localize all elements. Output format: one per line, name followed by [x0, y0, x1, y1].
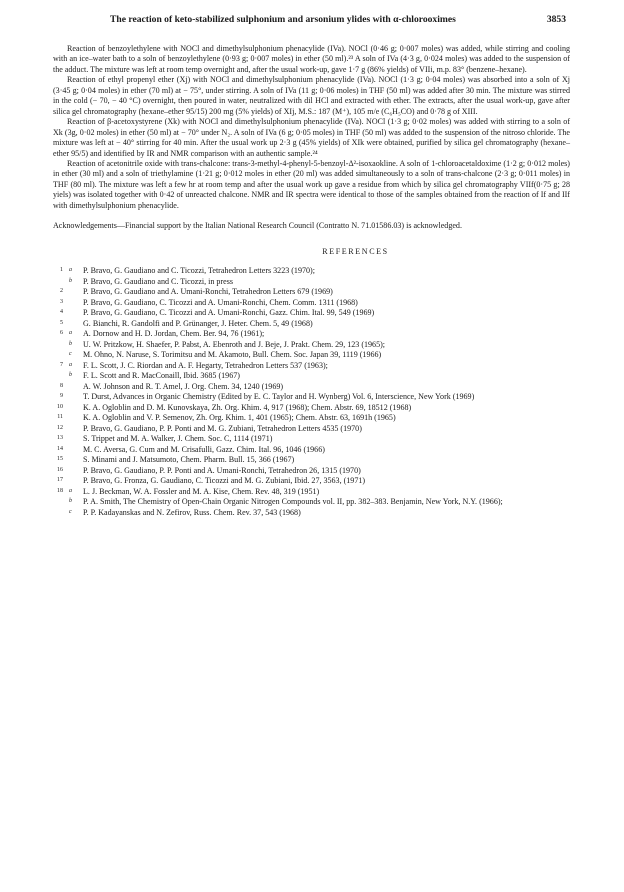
- reference-item: [53, 266, 570, 277]
- procedure-paragraph: Reaction of ethyl propenyl ether (Xj) with NOCl and dimethylsulphonium phenacylide (IVa). NOCl (1·3 g; 0·04 moles) was absorbed into a soln of Xj (3·45 g; 0·04 moles) in ether (70 ml) at − 75°, under stirring. A soln of IVa (11 g; 0·06 moles) in THF (50 ml) was added after 30 min. The mixture was stirred in the cold (− 70, − 40 °C) overnight, then poured in water, neutralized with dil HCl and extracted with ether. The extracts, after the usual work-up, gave after silica gel chromatography (hexane–ether 95/15) 200 mg (5% yields) of XIj, M.S.: 187 (M⁺), 105 m/e (C₆H₅CO) and 0·78 g of XIII.: [53, 75, 570, 116]
- reference-text: S. Trippet and M. A. Walker, J. Chem. Soc. C, 1114 (1971): [83, 434, 273, 444]
- reference-text: L. J. Beckman, W. A. Fossler and M. A. Kise, Chem. Rev. 48, 319 (1951): [83, 486, 320, 496]
- reference-number: 11: [57, 414, 63, 421]
- reference-item: [53, 434, 570, 445]
- reference-number: 2: [60, 288, 63, 295]
- reference-number: 15: [57, 456, 63, 463]
- running-header: [110, 14, 566, 28]
- reference-text: G. Bianchi, R. Gandolfi and P. Grünanger, J. Heter. Chem. 5, 49 (1968): [83, 318, 313, 328]
- reference-item: [53, 361, 570, 372]
- reference-number: 14: [57, 445, 63, 452]
- reference-item: [53, 287, 570, 298]
- reference-text: M. Ohno, N. Naruse, S. Torimitsu and M. Akamoto, Bull. Chem. Soc. Japan 39, 1119 (1966): [83, 350, 382, 360]
- reference-number: 8: [60, 382, 63, 389]
- reference-item: [53, 308, 570, 319]
- reference-text: U. W. Pritzkow, H. Shaefer, P. Pabst, A. Ebenroth and J. Beje, J. Prakt. Chem. 29, 123 (1965);: [83, 339, 386, 349]
- reference-item: [53, 350, 570, 361]
- procedure-paragraph: Reaction of β-acetoxystyrene (Xk) with NOCl and dimethylsulphonium phenacylide (IVa). NOCl (1·3 g; 0·02 moles) was added with stirring to a soln of Xk (3g, 0·02 moles) in ether (50 ml) at − 70° under N₂. A soln of IVa (6 g; 0·05 moles) in THF (50 ml) was added to the suspension of the nitroso chloride. The mixture was left at − 40° stirring for 40 min. After the usual work up 2·3 g (45% yields) of XIk were obtained, purified by silica gel chromatography (hexane–ether 95/5) and identified by IR and NMR comparison with an authentic sample.²⁴: [53, 117, 570, 158]
- reference-sublabel: b: [69, 340, 72, 347]
- reference-number: 12: [57, 424, 63, 431]
- reference-text: S. Minami and J. Matsumoto, Chem. Pharm. Bull. 15, 366 (1967): [83, 455, 295, 465]
- reference-item: [53, 466, 570, 477]
- reference-sublabel: a: [69, 361, 72, 368]
- reference-item: [53, 277, 570, 288]
- reference-item: [53, 413, 570, 424]
- reference-sublabel: b: [69, 277, 72, 284]
- reference-text: K. A. Ogloblin and V. P. Semenov, Zh. Org. Khim. 1, 401 (1965); Chem. Abstr. 63, 1691h (1965): [83, 413, 396, 423]
- reference-item: [53, 455, 570, 466]
- reference-item: [53, 403, 570, 414]
- reference-text: P. Bravo, G. Fronza, G. Gaudiano, C. Ticozzi and M. G. Zubiani, Ibid. 27, 3563, (1971): [83, 476, 366, 486]
- reference-text: T. Durst, Advances in Organic Chemistry (Edited by E. C. Taylor and H. Wynberg) Vol. 6, Interscience, New York (1969): [83, 392, 475, 402]
- reference-item: [53, 329, 570, 340]
- reference-number: 7: [60, 361, 63, 368]
- reference-text: A. Dornow and H. D. Jordan, Chem. Ber. 94, 76 (1961);: [83, 329, 265, 339]
- reference-item: [53, 371, 570, 382]
- reference-item: [53, 340, 570, 351]
- reference-number: 6: [60, 330, 63, 337]
- paragraph-gap: [53, 211, 570, 221]
- reference-text: P. Bravo, G. Gaudiano and C. Ticozzi, in press: [83, 276, 233, 286]
- reference-item: [53, 319, 570, 330]
- reference-sublabel: b: [69, 372, 72, 379]
- reference-number: 13: [57, 435, 63, 442]
- acknowledgements-paragraph: Acknowledgements—Financial support by the Italian National Research Council (Contratto N. 71.01586.03) is acknowledged.: [53, 221, 462, 231]
- reference-text: P. P. Kadayanskas and N. Zefirov, Russ. Chem. Rev. 37, 543 (1968): [83, 507, 301, 517]
- reference-sublabel: a: [69, 330, 72, 337]
- reference-text: M. C. Aversa, G. Cum and M. Crisafulli, Gazz. Chim. Ital. 96, 1046 (1966): [83, 444, 325, 454]
- reference-sublabel: a: [69, 267, 72, 274]
- article-body: [53, 44, 570, 518]
- reference-item: [53, 424, 570, 435]
- procedure-paragraph: Reaction of benzoylethylene with NOCl and dimethylsulphonium phenacylide (IVa). NOCl (0·46 g; 0·007 moles) was added, while stirring and cooling with an ice–water bath to a soln of benzoylethylene (0·93 g; 0·007 moles) in ether (50 ml).²³ A soln of IVa (4·3 g, 0·024 moles) was added to the suspension of the adduct. The mixture was left at room temp overnight and, after the usual work-up, gave 1·7 g (86% yields) of VIIi, m.p. 83° (benzene–hexane).: [53, 44, 570, 74]
- page-number: 3853: [546, 14, 566, 25]
- reference-item: [53, 476, 570, 487]
- reference-item: [53, 392, 570, 403]
- reference-number: 16: [57, 466, 63, 473]
- reference-item: [53, 382, 570, 393]
- reference-text: F. L. Scott, J. C. Riordan and A. F. Hegarty, Tetrahedron Letters 537 (1963);: [83, 360, 328, 370]
- reference-number: 17: [57, 477, 63, 484]
- reference-number: 18: [57, 487, 63, 494]
- reference-number: 3: [60, 298, 63, 305]
- reference-text: P. Bravo, G. Gaudiano, P. P. Ponti and A. Umani-Ronchi, Tetrahedron 26, 1315 (1970): [83, 465, 361, 475]
- reference-item: [53, 487, 570, 498]
- reference-number: 4: [60, 309, 63, 316]
- reference-item: [53, 445, 570, 456]
- reference-text: P. Bravo, G. Gaudiano, C. Ticozzi and A. Umani-Ronchi, Gazz. Chim. Ital. 99, 549 (1969): [83, 308, 375, 318]
- reference-item: [53, 497, 570, 508]
- reference-text: P. Bravo, G. Gaudiano and C. Ticozzi, Tetrahedron Letters 3223 (1970);: [83, 266, 315, 276]
- reference-text: K. A. Ogloblin and D. M. Kunovskaya, Zh. Org. Khim. 4, 917 (1968); Chem. Abstr. 69, 18512 (1968): [83, 402, 412, 412]
- reference-sublabel: b: [69, 498, 72, 505]
- reference-sublabel: a: [69, 487, 72, 494]
- reference-number: 5: [60, 319, 63, 326]
- experimental-paragraphs: [53, 44, 570, 232]
- procedure-paragraph: Reaction of acetonitrile oxide with trans-chalcone: trans-3-methyl-4-phenyl-5-benzoyl-Δ²-isoxaokline. A soln of 1-chloroacetaldoxime (1·2 g; 0·012 moles) in ether (30 ml) and a soln of triethylamine (1·21 g; 0·012 moles in ether (20 ml) was added simultaneously to a soln of trans-chalcone (2·3 g; 0·011 moles) in THF (80 ml). The mixture was left a few hr at room temp and after the usual work up gave a residue from which by silica gel chromatography VIIf(0·75 g; 28 yiels) was isolated together with 0·42 of unreacted chalcone. NMR and IR spectra were identical to those of the samples obtained from the reaction of If and IIf with dimethylsulphonium phenacylide.: [53, 158, 570, 210]
- references-heading: REFERENCES: [322, 246, 389, 256]
- references-list: [53, 266, 570, 518]
- reference-text: A. W. Johnson and R. T. Amel, J. Org. Chem. 34, 1240 (1969): [83, 381, 284, 391]
- reference-number: 10: [57, 403, 63, 410]
- reference-sublabel: c: [69, 508, 72, 515]
- reference-item: [53, 508, 570, 519]
- reference-item: [53, 298, 570, 309]
- reference-text: P. Bravo, G. Gaudiano, P. P. Ponti and M. G. Zubiani, Tetrahedron Letters 4535 (1970): [83, 423, 362, 433]
- reference-sublabel: c: [69, 351, 72, 358]
- reference-number: 9: [60, 393, 63, 400]
- running-title: The reaction of keto-stabilized sulphonium and arsonium ylides with α-chlorooximes: [110, 14, 456, 25]
- reference-text: P. Bravo, G. Gaudiano and A. Umani-Ronchi, Tetrahedron Letters 679 (1969): [83, 287, 333, 297]
- reference-text: P. Bravo, G. Gaudiano, C. Ticozzi and A. Umani-Ronchi, Chem. Comm. 1311 (1968): [83, 297, 358, 307]
- reference-text: P. A. Smith, The Chemistry of Open-Chain Organic Nitrogen Compounds vol. II, pp. 382–383. Benjamin, New York, N.Y. (1966);: [83, 497, 503, 507]
- reference-text: F. L. Scott and R. MacConaill, Ibid. 3685 (1967): [83, 371, 240, 381]
- reference-number: 1: [60, 267, 63, 274]
